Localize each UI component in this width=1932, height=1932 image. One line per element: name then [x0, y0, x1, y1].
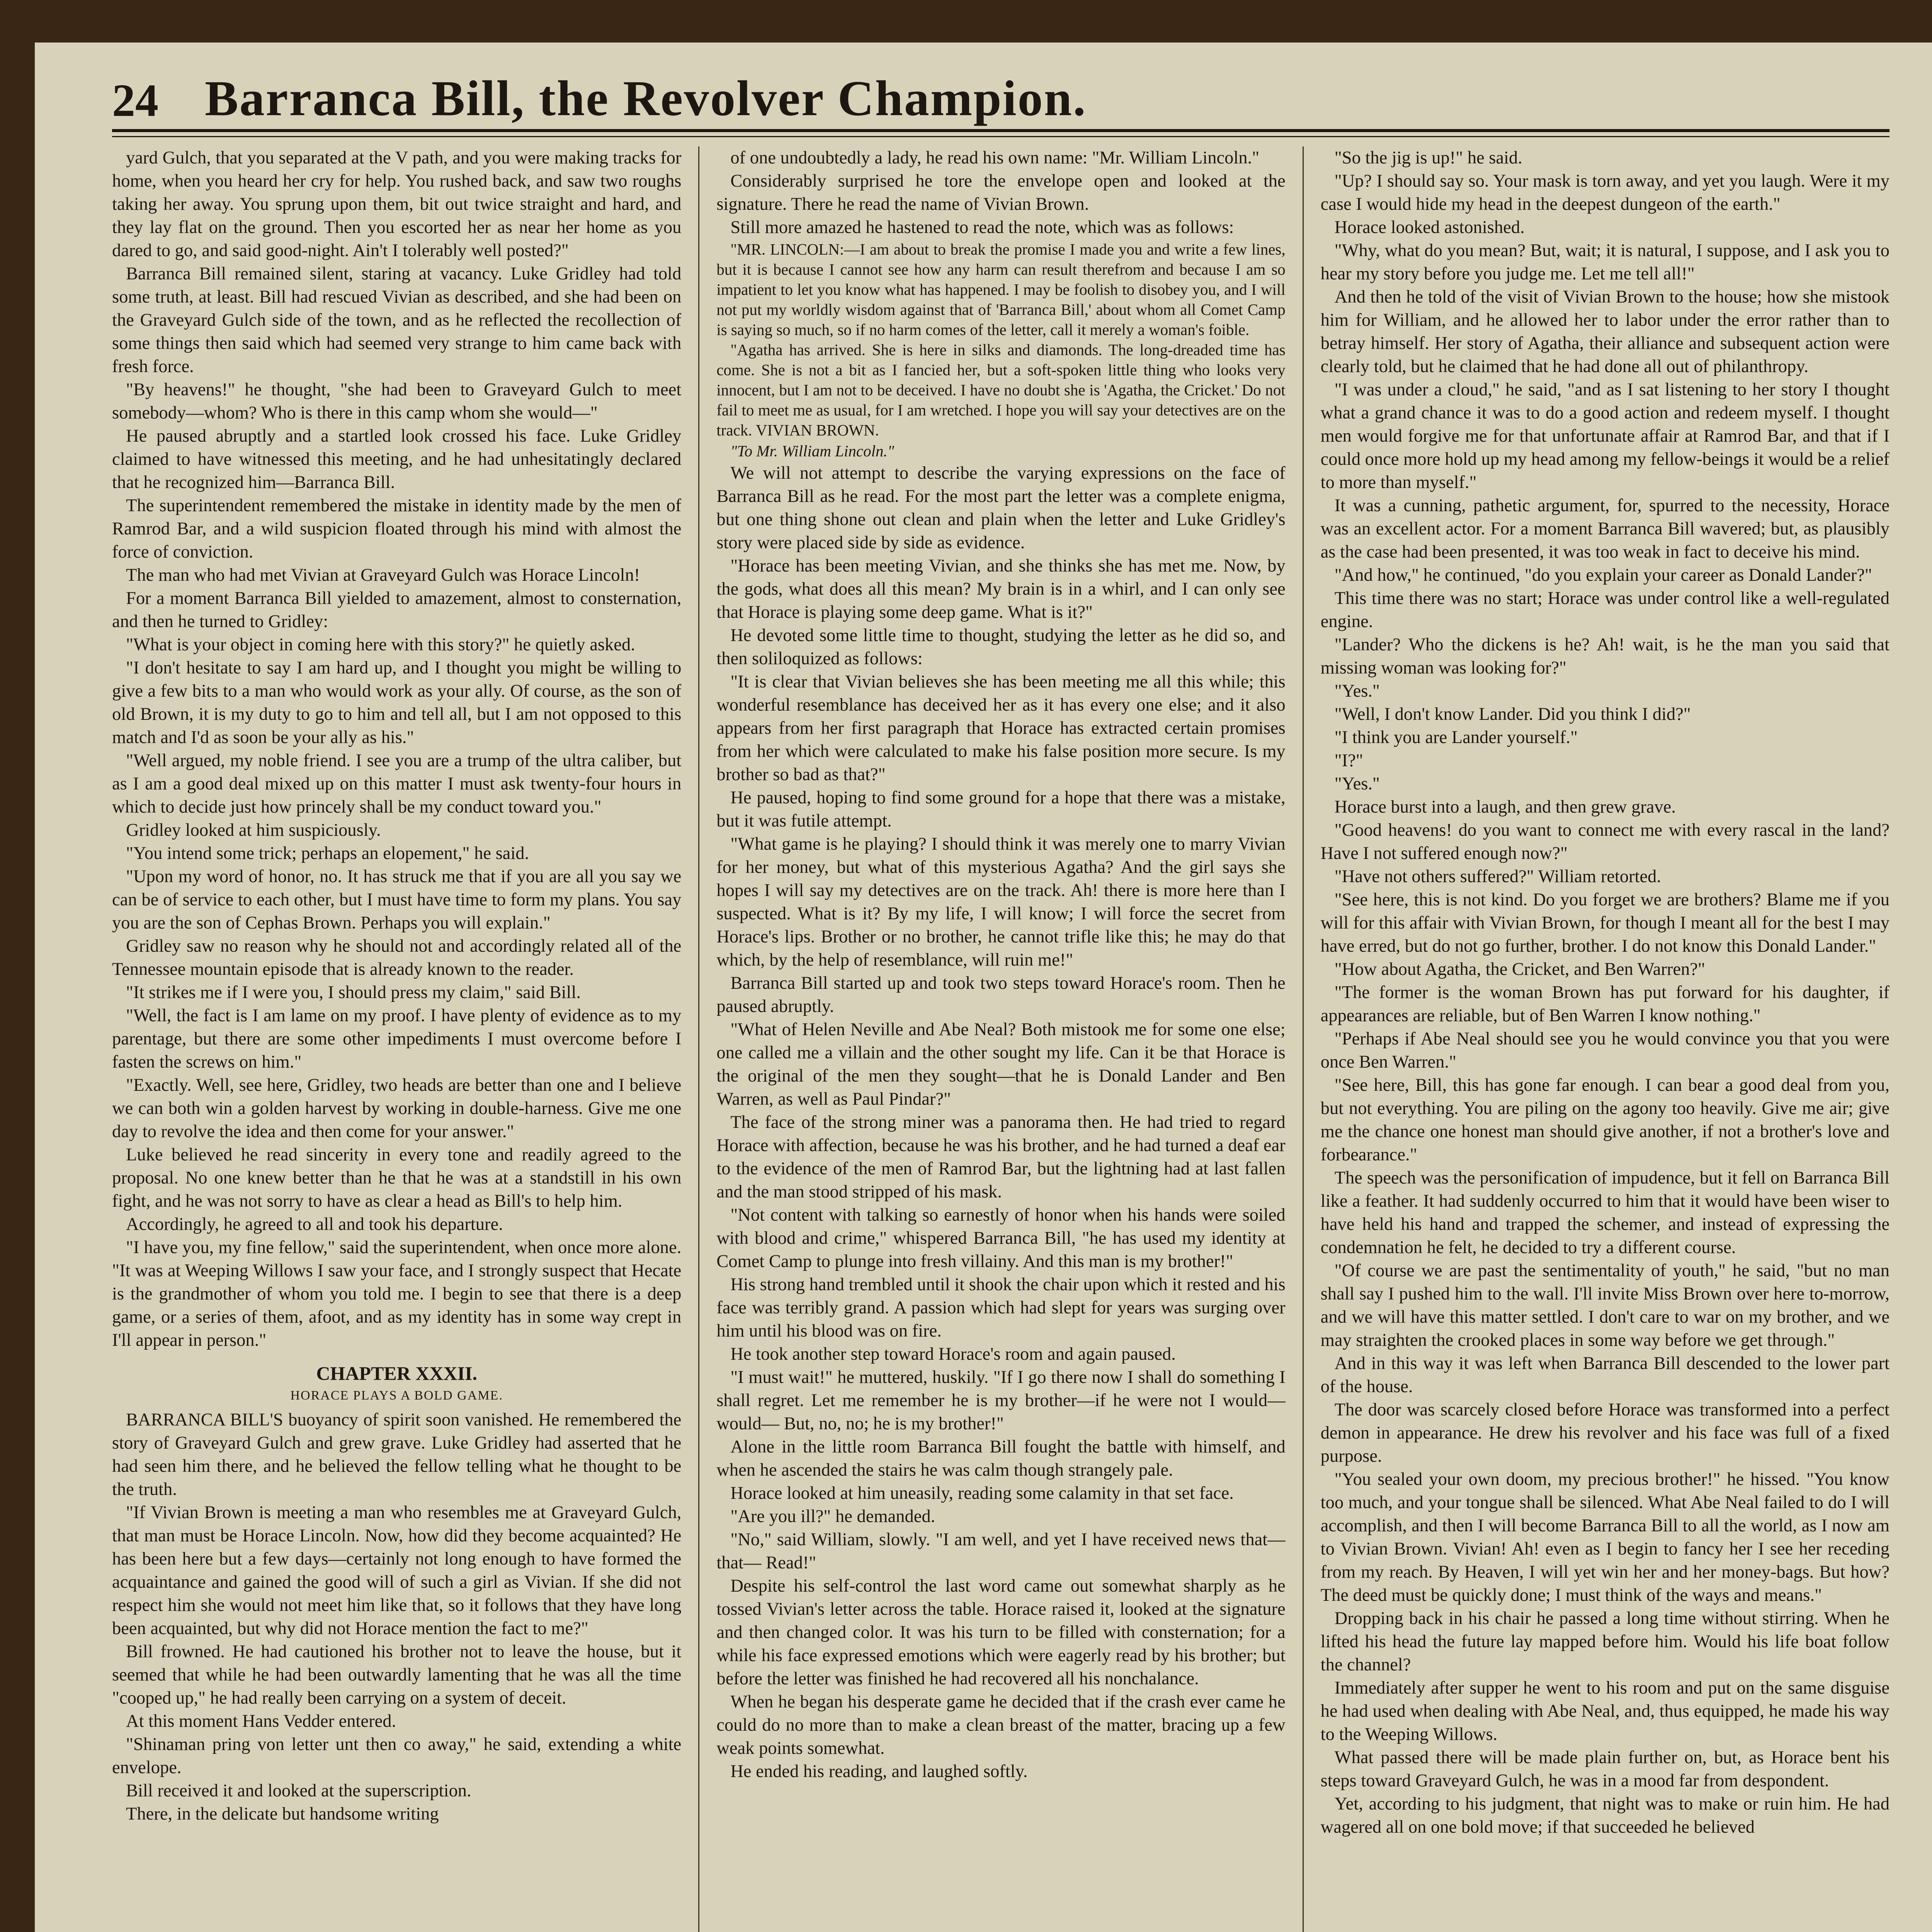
text-column-2 [698, 146, 1285, 1932]
paragraph: Despite his self-control the last word came out somewhat sharply as he tossed Vivian's letter across the table. Horace raised it, looked at the signature and then changed color. It was his turn to be filled with consternation; for a while his face expressed emotions which were eagerly read by his brother; but before the letter was finished he had recovered all his nonchalance. [716, 1576, 1286, 1689]
paragraph: Horace burst into a laugh, and then grew grave. [1334, 797, 1676, 817]
paragraph: "I was under a cloud," he said, "and as I sat listening to her story I thought what a grand chance it was to do a good action and redeem myself. I thought men would forgive me for that unfortunate affair at Ramrod Bar, and that if I could once more hold up my head among my fellow-beings it would be a relief to more than myself." [1320, 380, 1889, 492]
paragraph: Bill received it and looked at the superscription. [126, 1781, 471, 1801]
paragraph: He paused abruptly and a startled look crossed his face. Luke Gridley claimed to have witnessed this meeting, and he had unhesitatingly declared that he recognized him—Barranca Bill. [112, 426, 682, 492]
paragraph: He ended his reading, and laughed softly. [730, 1762, 1028, 1781]
paragraph: Horace looked astonished. [1334, 218, 1525, 237]
paragraph: "Why, what do you mean? But, wait; it is natural, I suppose, and I ask you to hear my story before you judge me. Let me tell all!" [1320, 241, 1889, 284]
paragraph: The face of the strong miner was a panorama then. He had tried to regard Horace with affection, because he was his brother, and he had turned a deaf ear to the evidence of the men of Ramrod Bar, but the lightning had at last fallen and the man stood stripped of his mask. [716, 1112, 1286, 1202]
paragraph: He paused, hoping to find some ground for a hope that there was a mistake, but it was futile attempt. [716, 788, 1286, 831]
paragraph: "Horace has been meeting Vivian, and she thinks she has met me. Now, by the gods, what does all this mean? My brain is in a whirl, and I can only see that Horace is playing some deep game. What is it?" [716, 556, 1286, 622]
letter-address: "To Mr. William Lincoln." [730, 442, 894, 460]
paragraph: "I have you, my fine fellow," said the superintendent, when once more alone. "It was at Weeping Willows I saw your face, and I strongly suspect that Hecate is the grandmother of whom you told me. I begin to see that there is a deep game, or a series of them, afoot, and as my identity has in some way crept in I'll appear in person." [112, 1238, 682, 1350]
paragraph: The speech was the personification of impudence, but it fell on Barranca Bill like a feather. It had suddenly occurred to him that it would have been wiser to have held his hand and trapped the schemer, and instead of expressing the condemnation he felt, he decided to try a different course. [1320, 1168, 1889, 1257]
paragraph: "Not content with talking so earnestly of honor when his hands were soiled with blood and crime," whispered Barranca Bill, "he has used my identity at Comet Camp to plunge into fresh villainy. And this man is my brother!" [716, 1205, 1286, 1271]
paragraph: "By heavens!" he thought, "she had been to Graveyard Gulch to meet somebody—whom? Who is there in this camp whom she would—" [112, 380, 682, 423]
paragraph: Alone in the little room Barranca Bill fought the battle with himself, and when he ascended the stairs he was calm though strangely pale. [716, 1437, 1286, 1480]
paragraph: "Up? I should say so. Your mask is torn away, and yet you laugh. Were it my case I would hide my head in the deepest dungeon of the earth." [1320, 171, 1889, 214]
paragraph: "I think you are Lander yourself." [1334, 728, 1578, 747]
paragraph: "Well argued, my noble friend. I see you are a trump of the ultra caliber, but as I am a good deal mixed up on this matter I must ask twenty-four hours in which to decide just how princely shall be my conduct toward you." [112, 751, 682, 817]
letter-paragraph: "Agatha has arrived. She is here in silks and diamonds. The long-dreaded time has come. She is not a bit as I fancied her, but a soft-spoken little thing who looks very innocent, but I am not to be deceived. I have no doubt she is 'Agatha, the Cricket.' Do not fail to meet me as usual, for I am wretched. I hope you will say your detectives are on the track. VIVIAN BROWN. [716, 341, 1286, 439]
paragraph: It was a cunning, pathetic argument, for, spurred to the necessity, Horace was an excellent actor. For a moment Barranca Bill wavered; but, as plausibly as the case had been presented, it was too weak in fact to deceive his mind. [1320, 496, 1889, 562]
paragraph: "And how," he continued, "do you explain your career as Donald Lander?" [1334, 565, 1872, 585]
paragraph: BARRANCA BILL'S buoyancy of spirit soon vanished. He remembered the story of Graveyard Gulch and grew grave. Luke Gridley had asserted that he had seen him there, and he believed the fellow telling what he thought to be the truth. [112, 1410, 682, 1499]
paragraph: "Lander? Who the dickens is he? Ah! wait, is he the man you said that missing woman was looking for?" [1320, 635, 1889, 678]
paragraph: "Well, the fact is I am lame on my proof. I have plenty of evidence as to my parentage, but there are some other impediments I must overcome before I fasten the screws on him." [112, 1006, 682, 1072]
paragraph: "Yes." [1334, 774, 1380, 794]
paragraph: "What game is he playing? I should think it was merely one to marry Vivian for her money, but what of this mysterious Agatha? And the girl says she hopes I will say my detectives are on the track. Ah! there is more here than I suspected. What is it? By my life, I will know; I will force the secret from Horace's lips. Brother or no brother, he cannot trifle like this; he may do that which, by the help of resemblance, will ruin me!" [716, 834, 1286, 970]
paragraph: Yet, according to his judgment, that night was to make or ruin him. He had wagered all on one bold move; if that succeeded he believed [1320, 1794, 1889, 1837]
letter-paragraph: "MR. LINCOLN:—I am about to break the promise I made you and write a few lines, but it is because I cannot see how any harm can result therefrom and because I am so impatient to let you know what has happened. I may be foolish to disobey you, and I will not put my worldly wisdom against that of 'Barranca Bill,' about whom all Comet Camp is saying so much, so if no harm comes of the letter, call it merely a woman's foible. [716, 240, 1286, 338]
article-body [112, 146, 1889, 1932]
paragraph: "What of Helen Neville and Abe Neal? Both mistook me for some one else; one called me a villain and the other sought my life. Can it be that Horace is the original of the men they sought—that he is Donald Lander and Ben Warren, as well as Paul Pindar?" [716, 1020, 1286, 1109]
paragraph: Horace looked at him uneasily, reading some calamity in that set face. [730, 1483, 1234, 1503]
page-title: Barranca Bill, the Revolver Champion. [205, 71, 1087, 126]
paragraph: His strong hand trembled until it shook the chair upon which it rested and his face was terribly grand. A passion which had slept for years was surging over him until his blood was on fire. [716, 1275, 1286, 1341]
page-number: 24 [112, 75, 158, 126]
text-column-1 [112, 146, 681, 1932]
paragraph: He took another step toward Horace's room and again paused. [730, 1344, 1176, 1364]
paragraph: Barranca Bill started up and took two steps toward Horace's room. Then he paused abruptly. [716, 973, 1286, 1016]
paragraph: "I must wait!" he muttered, huskily. "If I go there now I shall do something I shall regret. Let me remember he is my brother—if he were not I would—would— But, no, no; he is my brother!" [716, 1367, 1286, 1434]
paragraph: yard Gulch, that you separated at the V path, and you were making tracks for home, when you heard her cry for help. You rushed back, and saw two roughs taking her away. You sprung upon them, bit out twice straight and hard, and they lay flat on the ground. Then you escorted her as near her home as you dared to go, and said good-night. Ain't I tolerably well posted?" [112, 148, 682, 260]
paragraph: "If Vivian Brown is meeting a man who resembles me at Graveyard Gulch, that man must be Horace Lincoln. Now, how did they become acquainted? He has been here but a few days—certainly not long enough to have formed the acquaintance and gained the good will of such a girl as Vivian. If she did not respect him she would not meet him like that, so it follows that they have long been acquainted, but why did not Horace mention the fact to me?" [112, 1503, 682, 1638]
paragraph: And in this way it was left when Barranca Bill descended to the lower part of the house. [1320, 1354, 1889, 1396]
paragraph: "See here, Bill, this has gone far enough. I can bear a good deal from you, but not everything. You are piling on the agony too heavily. Give me air; give me the chance one honest man should give another, if not a brother's love and forbearance." [1320, 1075, 1889, 1165]
paragraph: Barranca Bill remained silent, staring at vacancy. Luke Gridley had told some truth, at least. Bill had rescued Vivian as described, and she had been on the Graveyard Gulch side of the town, and as he reflected the recollection of some things then said which had seemed very strange to him came back with fresh force. [112, 264, 682, 376]
paragraph: "Well, I don't know Lander. Did you think I did?" [1334, 704, 1691, 724]
magazine-page [35, 43, 1932, 1932]
paragraph: He devoted some little time to thought, studying the letter as he did so, and then soliloquized as follows: [716, 626, 1286, 668]
paragraph: There, in the delicate but handsome writing [126, 1804, 439, 1824]
paragraph: Accordingly, he agreed to all and took his departure. [126, 1214, 503, 1234]
paragraph: Dropping back in his chair he passed a long time without stirring. When he lifted his head the future lay mapped before him. Would his life boat follow the channel? [1320, 1609, 1889, 1675]
paragraph: "I don't hesitate to say I am hard up, and I thought you might be willing to give a few bits to a man who would work as your ally. Of course, as the son of old Brown, it is my duty to go to him and tell all, but I am not opposed to this match and I'd as soon be your ally as his." [112, 658, 682, 747]
paragraph: Immediately after supper he went to his room and put on the same disguise he had used when dealing with Abe Neal, and, thus equipped, he made his way to the Weeping Willows. [1320, 1678, 1889, 1744]
paragraph: "It strikes me if I were you, I should press my claim," said Bill. [126, 983, 581, 1002]
header-rule [112, 136, 1889, 137]
page-header [112, 66, 1889, 132]
paragraph: "Shinaman pring von letter unt then co away," he said, extending a white envelope. [112, 1735, 682, 1777]
paragraph: "Are you ill?" he demanded. [730, 1507, 935, 1526]
paragraph: "The former is the woman Brown has put forward for his daughter, if appearances are reliable, but of Ben Warren I know nothing." [1320, 983, 1889, 1026]
paragraph: Still more amazed he hastened to read the note, which was as follows: [730, 218, 1234, 237]
paragraph: "Of course we are past the sentimentality of youth," he said, "but no man shall say I pushed him to the wall. I'll invite Miss Brown over here to-morrow, and we will have this matter settled. I don't care to war on my brother, and we may straighten the crooked places in some way before we get through." [1320, 1261, 1889, 1350]
paragraph: And then he told of the visit of Vivian Brown to the house; how she mistook him for William, and he allowed her to labor under the error rather than to betray himself. Her story of Agatha, their alliance and subsequent action were clearly told, but he claimed that he had done all out of philanthropy. [1320, 287, 1889, 376]
paragraph: Gridley saw no reason why he should not and accordingly related all of the Tennessee mountain episode that is already known to the reader. [112, 936, 682, 979]
paragraph: "See here, this is not kind. Do you forget we are brothers? Blame me if you will for this affair with Vivian Brown, for though I meant all for the best I may have erred, but do not go further, brother. I do not know this Donald Lander." [1320, 890, 1889, 956]
paragraph: "Have not others suffered?" William retorted. [1334, 867, 1661, 886]
paragraph: "You sealed your own doom, my precious brother!" he hissed. "You know too much, and your tongue shall be silenced. What Abe Neal failed to do I will accomplish, and then I will become Barranca Bill to all the world, as I now am to Vivian Brown. Vivian! Ah! even as I begin to fancy her I see her receding from my reach. By Heaven, I will yet win her and her money-bags. But how? The deed must be quickly done; I must think of the ways and means." [1320, 1469, 1889, 1605]
paragraph: "Perhaps if Abe Neal should see you he would convince you that you were once Ben Warren." [1320, 1029, 1889, 1072]
paragraph: "Exactly. Well, see here, Gridley, two heads are better than one and I believe we can both win a golden harvest by working in double-harness. Give me one day to revolve the idea and then come for your answer." [112, 1075, 682, 1141]
paragraph: "It is clear that Vivian believes she has been meeting me all this while; this wonderful resemblance has deceived her as it has every one else; and it also appears from her first paragraph that Horace has extracted certain promises from her which were calculated to make his false position more secure. Is my brother so bad as that?" [716, 672, 1286, 784]
paragraph: This time there was no start; Horace was under control like a well-regulated engine. [1320, 588, 1889, 631]
paragraph: Gridley looked at him suspiciously. [126, 820, 381, 840]
paragraph: "Good heavens! do you want to connect me with every rascal in the land? Have I not suffered enough now?" [1320, 820, 1889, 863]
paragraph: We will not attempt to describe the varying expressions on the face of Barranca Bill as he read. For the most part the letter was a complete enigma, but one thing shone out clean and plain when the letter and Luke Gridley's story were placed side by side as evidence. [716, 463, 1286, 553]
paragraph: "You intend some trick; perhaps an elopement," he said. [126, 844, 529, 863]
paragraph: "Yes." [1334, 681, 1380, 701]
paragraph: of one undoubtedly a lady, he read his own name: "Mr. William Lincoln." [730, 148, 1260, 168]
paragraph: Considerably surprised he tore the envelope open and looked at the signature. There he read the name of Vivian Brown. [716, 171, 1286, 214]
text-column-3 [1303, 146, 1889, 1932]
paragraph: For a moment Barranca Bill yielded to amazement, almost to consternation, and then he turned to Gridley: [112, 588, 682, 631]
paragraph: "So the jig is up!" he said. [1334, 148, 1522, 168]
paragraph: "No," said William, slowly. "I am well, and yet I have received news that—that— Read!" [716, 1530, 1286, 1573]
paragraph: The door was scarcely closed before Horace was transformed into a perfect demon in appearance. He drew his revolver and his face was full of a fixed purpose. [1320, 1400, 1889, 1466]
chapter-heading: CHAPTER XXXII. [316, 1362, 478, 1384]
paragraph: Bill frowned. He had cautioned his brother not to leave the house, but it seemed that while he had been outwardly lamenting that he was all the time "cooped up," he had really been carrying on a system of deceit. [112, 1642, 682, 1708]
paragraph: Luke believed he read sincerity in every tone and readily agreed to the proposal. No one knew better than he that he was at a standstill in his own fight, and he was not sorry to have as clear a head as Bill's to help him. [112, 1145, 682, 1211]
paragraph: The man who had met Vivian at Graveyard Gulch was Horace Lincoln! [126, 565, 640, 585]
paragraph: "How about Agatha, the Cricket, and Ben Warren?" [1334, 959, 1705, 979]
paragraph: "Upon my word of honor, no. It has struck me that if you are all you say we can be of service to each other, but I must have time to form my plans. You say you are the son of Cephas Brown. Perhaps you will explain." [112, 867, 682, 933]
paragraph: "What is your object in coming here with this story?" he quietly asked. [126, 635, 635, 655]
paragraph: What passed there will be made plain further on, but, as Horace bent his steps toward Graveyard Gulch, he was in a mood far from despondent. [1320, 1748, 1889, 1791]
paragraph: "I?" [1334, 751, 1363, 770]
chapter-subtitle: HORACE PLAYS A BOLD GAME. [290, 1388, 503, 1403]
paragraph: When he began his desperate game he decided that if the crash ever came he could do no more than to make a clean breast of the matter, bracing up a few weak points somewhat. [716, 1692, 1286, 1758]
paragraph: At this moment Hans Vedder entered. [126, 1711, 396, 1731]
paragraph: The superintendent remembered the mistake in identity made by the men of Ramrod Bar, and a wild suspicion floated through his mind with almost the force of conviction. [112, 496, 682, 562]
